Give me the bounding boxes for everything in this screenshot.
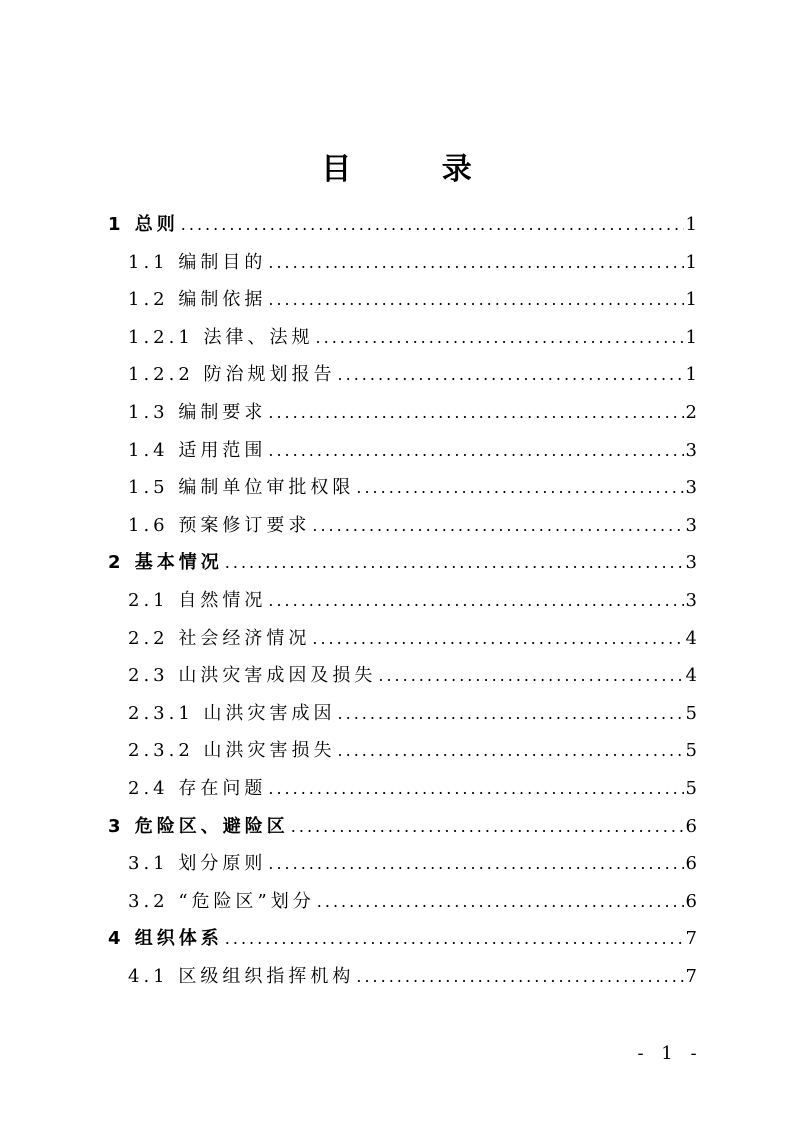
toc-entry-page-number: 4 — [685, 665, 697, 687]
toc-entry[interactable] — [128, 245, 697, 275]
toc-dot-leader — [225, 553, 684, 573]
toc-title: 目 录 — [321, 152, 512, 187]
toc-entry[interactable] — [128, 771, 697, 801]
toc-entry-page-number: 4 — [685, 627, 697, 649]
toc-entry-title: 2.3.1 山洪灾害成因 — [128, 702, 336, 724]
toc-entry-title: 2.3.2 山洪灾害损失 — [128, 740, 336, 762]
toc-entry[interactable] — [128, 696, 697, 726]
toc-entry-page-number: 1 — [685, 289, 697, 311]
toc-entry-page-number: 1 — [685, 364, 697, 386]
toc-entry-title: 1.2.1 法律、法规 — [128, 326, 314, 348]
toc-entry-page-number: 3 — [685, 439, 697, 461]
toc-entry-page-number: 7 — [685, 966, 697, 987]
toc-entry[interactable] — [128, 320, 697, 350]
toc-entry-title: 1 总则 — [108, 214, 179, 235]
toc-entry-page-number: 6 — [685, 890, 697, 912]
toc-entry[interactable] — [128, 583, 697, 613]
toc-entry-page-number: 5 — [685, 740, 697, 762]
toc-entry[interactable] — [108, 207, 697, 237]
toc-entry-title: 2 基本情况 — [108, 552, 223, 574]
toc-entry-page-number: 5 — [685, 778, 697, 799]
toc-dot-leader — [338, 365, 684, 385]
toc-dot-leader — [312, 516, 683, 536]
toc-entry[interactable] — [128, 433, 697, 463]
toc-entry-page-number: 1 — [685, 251, 697, 273]
toc-dot-leader — [356, 478, 683, 498]
toc-entry[interactable] — [128, 508, 697, 538]
toc-dot-leader — [312, 629, 683, 649]
toc-entry-page-number: 3 — [685, 514, 697, 536]
toc-dot-leader — [268, 779, 683, 799]
toc-entry[interactable] — [108, 809, 697, 839]
toc-entry-title: 1.2 编制依据 — [128, 289, 267, 311]
toc-entry-title: 1.3 编制要求 — [128, 402, 267, 423]
toc-entry-title: 3.1 划分原则 — [128, 853, 267, 875]
toc-entry[interactable] — [128, 733, 697, 763]
toc-dot-leader — [268, 403, 683, 423]
toc-entry-page-number: 7 — [685, 928, 697, 950]
toc-entry-title: 1.5 编制单位审批权限 — [128, 477, 355, 499]
toc-entry[interactable] — [128, 846, 697, 876]
toc-entry-page-number: 3 — [685, 552, 697, 574]
toc-dot-leader — [291, 817, 684, 837]
toc-dot-leader — [378, 666, 683, 686]
toc-entry-title: 1.4 适用范围 — [128, 439, 267, 461]
toc-entry-title: 4 组织体系 — [108, 928, 223, 950]
toc-dot-leader — [268, 591, 683, 611]
toc-dot-leader — [317, 892, 684, 912]
toc-entry-title: 4.1 区级组织指挥机构 — [128, 966, 355, 987]
toc-entry-title: 2.1 自然情况 — [128, 590, 267, 611]
page-number: - 1 - — [637, 1043, 703, 1064]
toc-entry[interactable] — [128, 658, 697, 688]
toc-entry-page-number: 5 — [685, 702, 697, 724]
toc-entry-title: 2.2 社会经济情况 — [128, 627, 311, 649]
toc-entry-title: 3.2 “危险区”划分 — [128, 890, 315, 912]
toc-dot-leader — [268, 290, 683, 310]
toc-dot-leader — [356, 967, 683, 987]
toc-entry-page-number: 1 — [685, 326, 697, 348]
toc-dot-leader — [268, 441, 683, 461]
toc-entry-title: 2.3 山洪灾害成因及损失 — [128, 665, 377, 687]
toc-entry-title: 2.4 存在问题 — [128, 778, 267, 799]
toc-entry-title: 1.2.2 防治规划报告 — [128, 364, 336, 386]
toc-entry[interactable] — [108, 921, 697, 951]
toc-entry[interactable] — [128, 395, 697, 425]
toc-entry-page-number: 3 — [685, 477, 697, 499]
toc-entry[interactable] — [128, 884, 697, 914]
toc-dot-leader — [225, 929, 684, 949]
toc-entry-title: 1.6 预案修订要求 — [128, 514, 311, 536]
toc-dot-leader — [181, 215, 684, 235]
toc-dot-leader — [268, 253, 683, 273]
toc-entry-page-number: 3 — [685, 590, 697, 611]
toc-entry-page-number: 1 — [685, 214, 697, 235]
toc-entry-page-number: 6 — [685, 815, 697, 837]
toc-dot-leader — [268, 854, 683, 874]
toc-dot-leader — [316, 328, 684, 348]
toc-entry-page-number: 6 — [685, 853, 697, 875]
toc-dot-leader — [338, 741, 684, 761]
toc-entry[interactable] — [128, 470, 697, 500]
toc-entry[interactable] — [128, 282, 697, 312]
toc-entry-page-number: 2 — [685, 402, 697, 423]
toc-entry[interactable] — [128, 959, 697, 989]
toc-dot-leader — [338, 704, 684, 724]
toc-entry[interactable] — [128, 357, 697, 387]
toc-entry-title: 1.1 编制目的 — [128, 251, 267, 273]
toc-entry-title: 3 危险区、避险区 — [108, 815, 289, 837]
toc-entry[interactable] — [128, 621, 697, 651]
toc-entry[interactable] — [108, 545, 697, 575]
